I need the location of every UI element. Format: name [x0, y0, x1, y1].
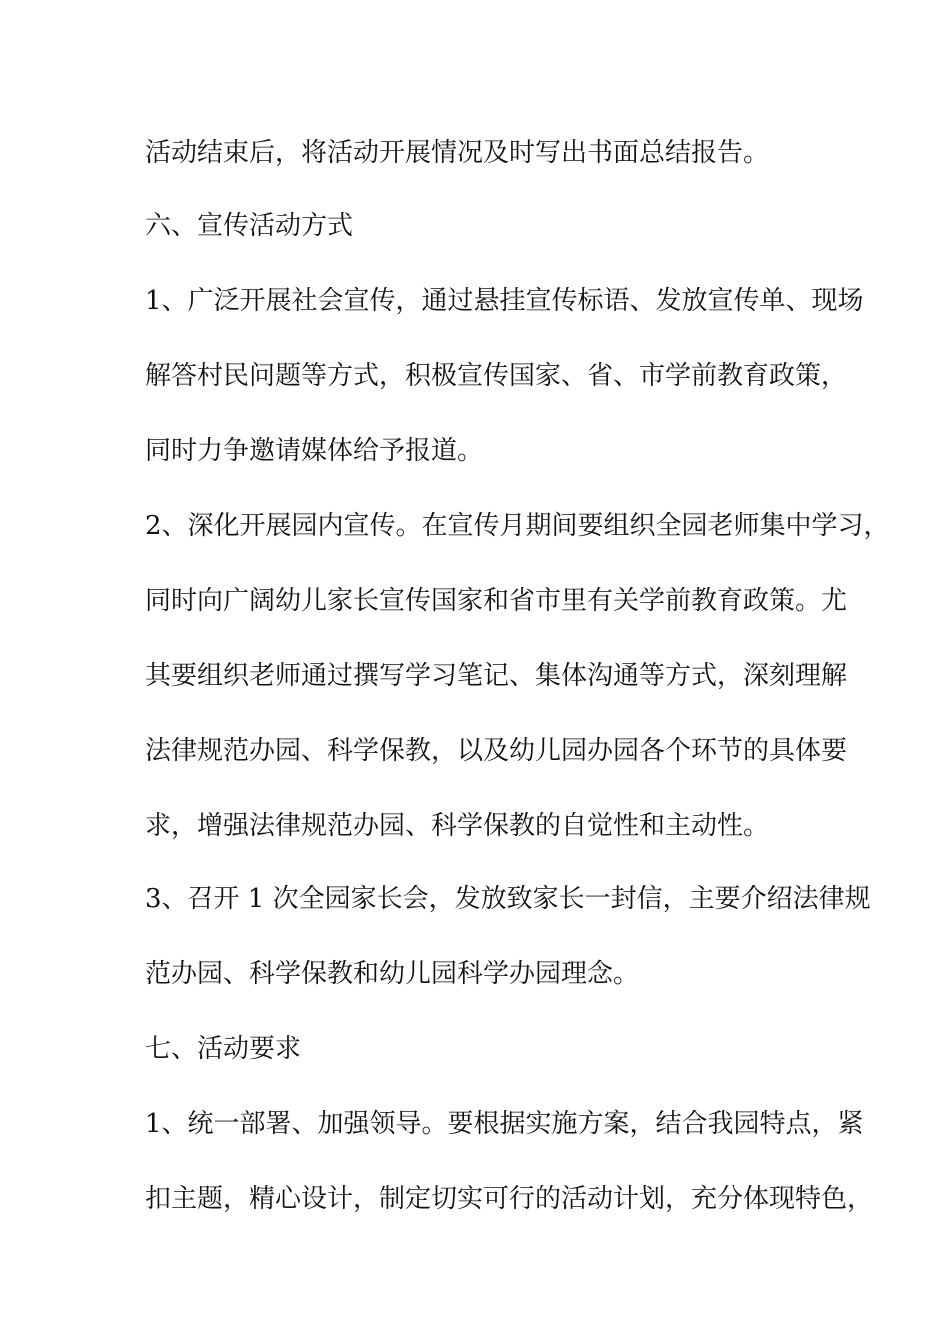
text-line-15: 扣主题，精心设计，制定切实可行的活动计划，充分体现特色，	[145, 1184, 874, 1214]
text-line-8: 其要组织老师通过撰写学习笔记、集体沟通等方式，深刻理解	[145, 661, 848, 691]
section-heading-6: 六、宣传活动方式	[145, 211, 354, 241]
text-line-1: 活动结束后，将活动开展情况及时写出书面总结报告。	[145, 138, 770, 168]
text-line-14: 1、统一部署、加强领导。要根据实施方案，结合我园特点，紧	[145, 1109, 864, 1139]
text-line-6: 2、深化开展园内宣传。在宣传月期间要组织全园老师集中学习，	[145, 511, 890, 541]
text-line-3: 1、广泛开展社会宣传，通过悬挂宣传标语、发放宣传单、现场	[145, 286, 864, 316]
text-line-11: 3、召开 1 次全园家长会，发放致家长一封信，主要介绍法律规	[145, 884, 871, 914]
text-line-12: 范办园、科学保教和幼儿园科学办园理念。	[145, 959, 640, 989]
text-line-10: 求，增强法律规范办园、科学保教的自觉性和主动性。	[145, 811, 770, 841]
text-line-9: 法律规范办园、科学保教，以及幼儿园办园各个环节的具体要	[145, 736, 848, 766]
section-heading-7: 七、活动要求	[145, 1034, 302, 1064]
text-line-5: 同时力争邀请媒体给予报道。	[145, 436, 484, 466]
text-line-7: 同时向广阔幼儿家长宣传国家和省市里有关学前教育政策。尤	[145, 586, 848, 616]
text-line-4: 解答村民问题等方式，积极宣传国家、省、市学前教育政策，	[145, 361, 848, 391]
